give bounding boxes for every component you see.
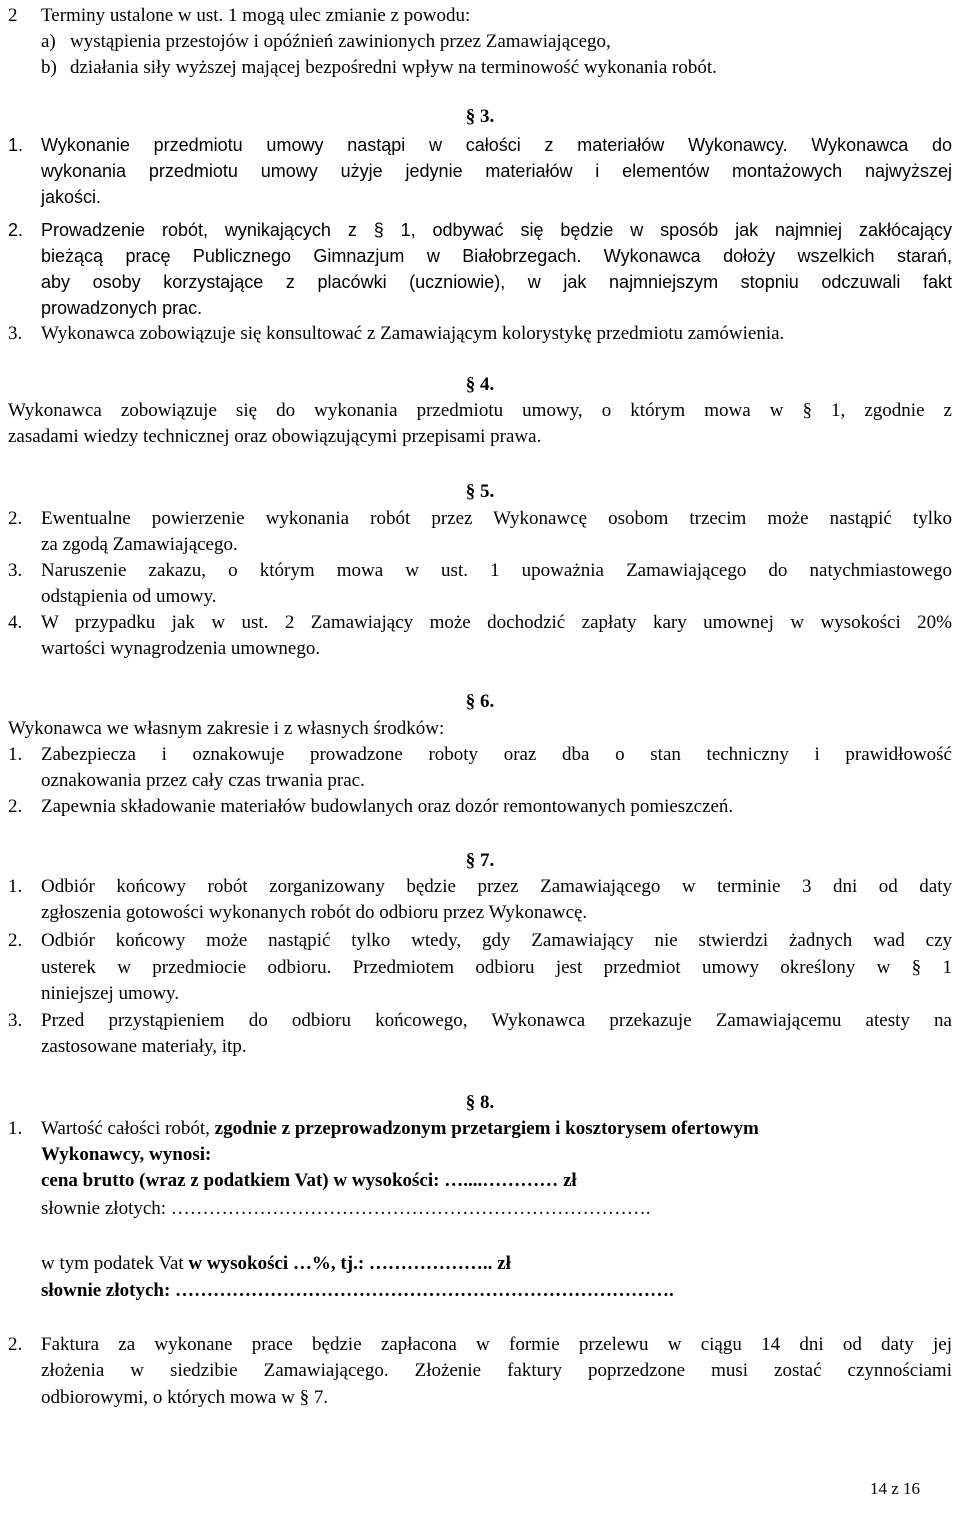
vat-label: w tym podatek Vat (41, 1253, 184, 1274)
paragraph-line: aby osoby korzystające z placówki (uczniowie), w jak najmniejszym stopniu odczuwali fakt (41, 272, 952, 292)
paragraph-line: Odbiór końcowy może nastąpić tylko wtedy, gdy Zamawiający nie stwierdzi żadnych wad czy (41, 930, 952, 951)
item-number: 2. (8, 508, 23, 529)
paragraph-line: zgłoszenia gotowości wykonanych robót do odbioru przez Wykonawcę. (41, 902, 588, 923)
item-label: a) (41, 31, 56, 52)
paragraph-line: Zapewnia składowanie materiałów budowlanych oraz dozór remontowanych pomieszczeń. (41, 796, 734, 817)
paragraph-line: Wykonawca zobowiązuje się konsultować z Zamawiającym kolorystykę przedmiotu zamówienia. (41, 323, 785, 344)
gross-price-line: cena brutto (wraz z podatkiem Vat) w wysokości: …....………… zł (41, 1170, 577, 1191)
paragraph-line: Zabezpiecza i oznakowuje prowadzone roboty oraz dba o stan techniczny i prawidłowość (41, 744, 952, 765)
value-intro-text: Wartość całości robót, (41, 1118, 210, 1139)
paragraph-line: bieżącą pracę Publicznego Gimnazjum w Białobrzegach. Wykonawca dołoży wszelkich starań, (41, 246, 952, 266)
item-number: 1. (8, 1118, 23, 1139)
paragraph-line: Wykonawcy, wynosi: (41, 1144, 212, 1165)
paragraph-line: złożenia w siedzibie Zamawiającego. Złożenie faktury poprzedzone musi zostać czynnościami (41, 1360, 952, 1381)
vat-amount: w wysokości …%, tj.: ……………….. zł (188, 1253, 511, 1274)
paragraph-line: oznakowania przez cały czas trwania prac. (41, 770, 365, 791)
paragraph-line (41, 1116, 759, 1142)
paragraph-line: usterek w przedmiocie odbioru. Przedmiotem odbioru jest przedmiot umowy określony w § 1 (41, 957, 952, 978)
paragraph-line: Faktura za wykonane prace będzie zapłacona w formie przelewu w ciągu 14 dni od daty jej (41, 1334, 952, 1355)
section-heading: § 6. (465, 691, 495, 712)
paragraph-line: Przed przystąpieniem do odbioru końcowego, Wykonawca przekazuje Zamawiającemu atesty na (41, 1010, 952, 1031)
item-number: 1. (8, 744, 23, 765)
section-heading: § 7. (465, 850, 495, 871)
paragraph-line: działania siły wyższej mającej bezpośredni wpływ na terminowość wykonania robót. (70, 57, 717, 78)
paragraph-line: Terminy ustalone w ust. 1 mogą ulec zmianie z powodu: (41, 5, 471, 26)
paragraph-line: zastosowane materiały, itp. (41, 1036, 247, 1057)
paragraph-line: jakości. (41, 187, 102, 207)
item-number: 2 (8, 5, 18, 26)
item-number: 1. (8, 135, 24, 155)
vat-in-words-line: słownie złotych: ……………………………………………………………………. (41, 1280, 674, 1301)
section-heading: § 5. (465, 481, 495, 502)
vat-line (41, 1251, 511, 1277)
paragraph-line: Ewentualne powierzenie wykonania robót przez Wykonawcę osobom trzecim może nastąpić tylko (41, 508, 952, 529)
section-heading: § 3. (465, 106, 495, 127)
paragraph-line: Wykonawca we własnym zakresie i z własnych środków: (8, 718, 445, 739)
paragraph-line: Wykonawca zobowiązuje się do wykonania przedmiotu umowy, o którym mowa w § 1, zgodnie z (8, 400, 952, 421)
paragraph-line: prowadzonych prac. (41, 298, 203, 318)
amount-in-words-line: słownie złotych: …………………………………………………………………. (41, 1198, 651, 1219)
paragraph-line: za zgodą Zamawiającego. (41, 534, 238, 555)
item-number: 1. (8, 876, 23, 897)
item-number: 3. (8, 560, 23, 581)
item-number: 4. (8, 612, 23, 633)
section-heading: § 8. (465, 1092, 495, 1113)
item-number: 2. (8, 796, 23, 817)
item-number: 2. (8, 220, 24, 240)
paragraph-line: Odbiór końcowy robót zorganizowany będzie przez Zamawiającego w terminie 3 dni od daty (41, 876, 952, 897)
paragraph-line: odstąpienia od umowy. (41, 586, 217, 607)
paragraph-line: odbiorowymi, o których mowa w § 7. (41, 1387, 329, 1408)
paragraph-line: zasadami wiedzy technicznej oraz obowiązującymi przepisami prawa. (8, 426, 542, 447)
page-number: 14 z 16 (869, 1479, 920, 1498)
value-intro-bold: zgodnie z przeprowadzonym przetargiem i kosztorysem ofertowym (214, 1118, 759, 1139)
paragraph-line: wartości wynagrodzenia umownego. (41, 638, 321, 659)
paragraph-line: wykonania przedmiotu umowy użyje jedynie materiałów i elementów montażowych najwyższej (41, 161, 952, 181)
section-heading: § 4. (465, 374, 495, 395)
paragraph-line: Wykonanie przedmiotu umowy nastąpi w całości z materiałów Wykonawcy. Wykonawca do (41, 135, 952, 155)
item-number: 2. (8, 1334, 23, 1355)
paragraph-line: Naruszenie zakazu, o którym mowa w ust. 1 upoważnia Zamawiającego do natychmiastowego (41, 560, 952, 581)
item-label: b) (41, 57, 57, 78)
paragraph-line: Prowadzenie robót, wynikających z § 1, odbywać się będzie w sposób jak najmniej zakłócający (41, 220, 952, 240)
paragraph-line: wystąpienia przestojów i opóźnień zawinionych przez Zamawiającego, (70, 31, 611, 52)
paragraph-line: W przypadku jak w ust. 2 Zamawiający może dochodzić zapłaty kary umownej w wysokości 20% (41, 612, 952, 633)
item-number: 2. (8, 930, 23, 951)
paragraph-line: niniejszej umowy. (41, 983, 180, 1004)
item-number: 3. (8, 1010, 23, 1031)
item-number: 3. (8, 323, 23, 344)
